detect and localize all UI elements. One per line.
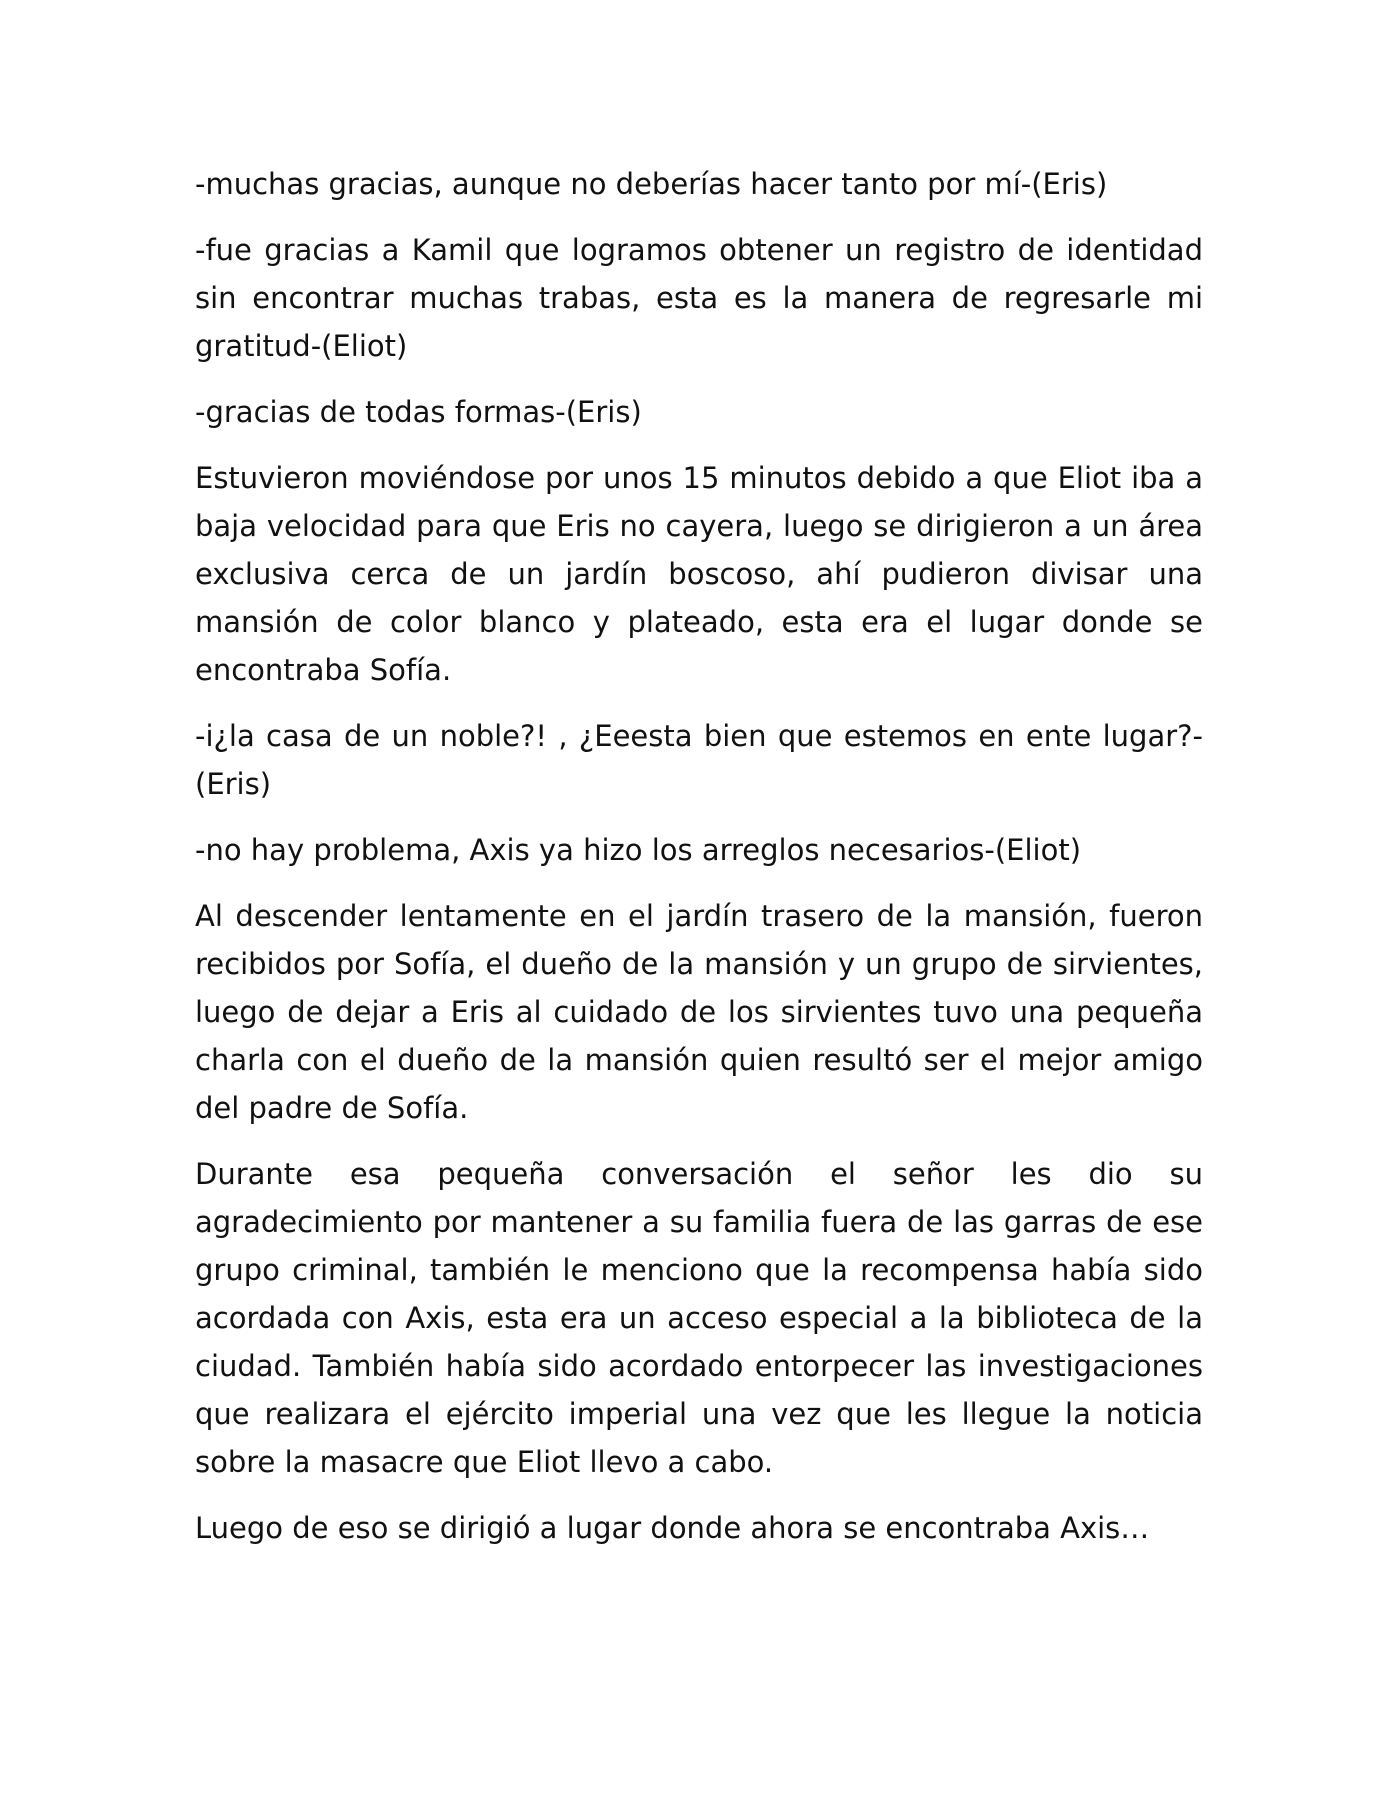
paragraph-3: -gracias de todas formas-(Eris) xyxy=(195,395,642,429)
paragraph-7: Al descender lentamente en el jardín trasero de la mansión, fueron recibidos por Sofía, el dueño de la mansión y un grupo de sirvientes, luego de dejar a Eris al cuidado de los sirvientes tuvo una pequeña charla con el dueño de la mansión quien resultó ser el mejor amigo del padre de Sofía. xyxy=(195,899,1203,1125)
paragraph-2: -fue gracias a Kamil que logramos obtener un registro de identidad sin encontrar muchas trabas, esta es la manera de regresarle mi gratitud-(Eliot) xyxy=(195,233,1203,363)
paragraph-4: Estuvieron moviéndose por unos 15 minutos debido a que Eliot iba a baja velocidad para que Eris no cayera, luego se dirigieron a un área exclusiva cerca de un jardín boscoso, ahí pudieron divisar una mansión de color blanco y plateado, esta era el lugar donde se encontraba Sofía. xyxy=(195,461,1203,687)
paragraph-8: Durante esa pequeña conversación el señor les dio su agradecimiento por mantener a su familia fuera de las garras de ese grupo criminal, también le menciono que la recompensa había sido acordada con Axis, esta era un acceso especial a la biblioteca de la ciudad. También había sido acordado entorpecer las investigaciones que realizara el ejército imperial una vez que les llegue la noticia sobre la masacre que Eliot llevo a cabo. xyxy=(195,1157,1203,1479)
paragraph-1: -muchas gracias, aunque no deberías hacer tanto por mí-(Eris) xyxy=(195,167,1108,201)
paragraph-9: Luego de eso se dirigió a lugar donde ahora se encontraba Axis… xyxy=(195,1511,1150,1545)
document-body xyxy=(195,160,1203,1570)
paragraph-5: -i¿la casa de un noble?! , ¿Eeesta bien que estemos en ente lugar?-(Eris) xyxy=(195,719,1203,801)
paragraph-6: -no hay problema, Axis ya hizo los arreglos necesarios-(Eliot) xyxy=(195,833,1082,867)
